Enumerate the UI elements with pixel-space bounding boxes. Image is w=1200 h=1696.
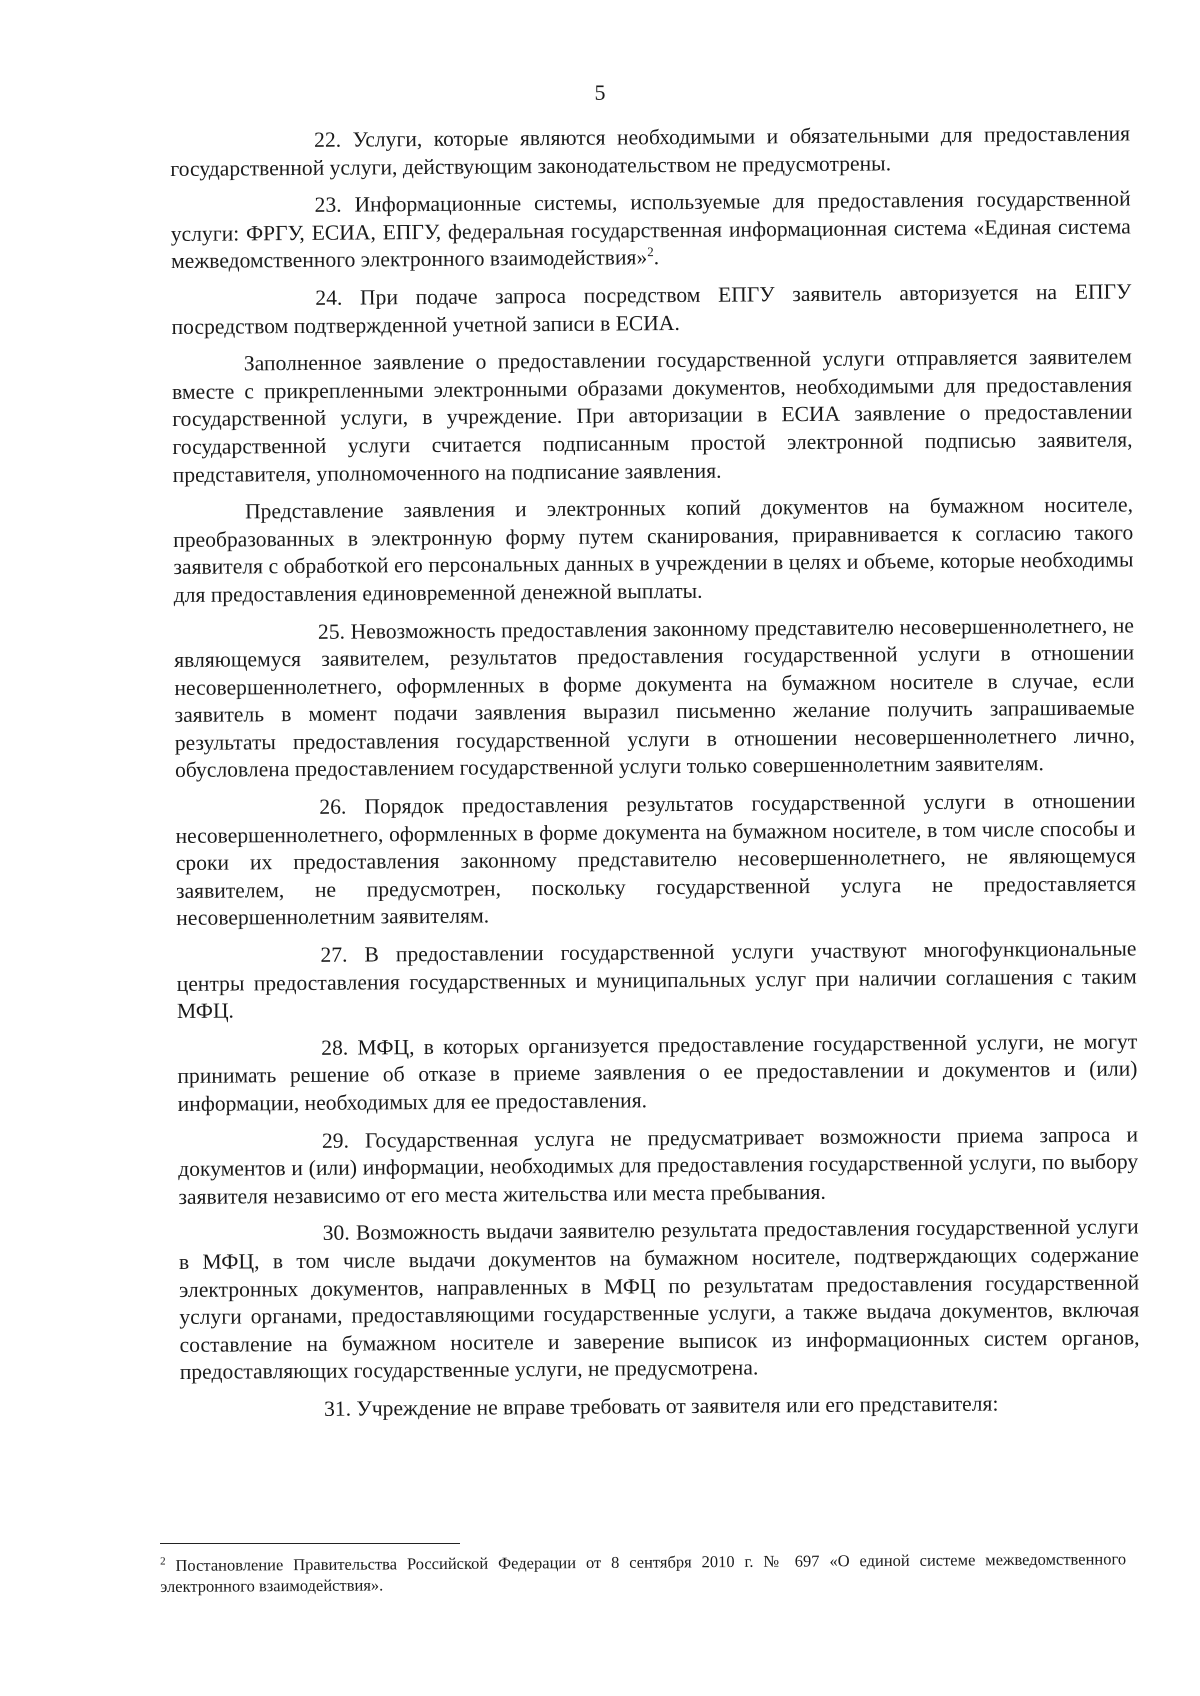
paragraph-number: 23. (314, 192, 342, 218)
paragraph-number: 31. (323, 1396, 352, 1421)
paragraph-30 (179, 1214, 1140, 1387)
paragraph-text-end: . (653, 245, 660, 270)
paragraph-24-continued-1 (172, 344, 1133, 490)
paragraph-26 (175, 788, 1136, 934)
paragraph-text: Учреждение не вправе требовать от заявителя или его представителя: (356, 1391, 999, 1421)
paragraph-number: 25. (317, 619, 346, 644)
paragraph-number: 24. (315, 285, 343, 310)
paragraph-24 (171, 278, 1131, 341)
paragraph-29 (178, 1121, 1139, 1211)
paragraph-24-continued-2 (173, 492, 1134, 610)
paragraph-25 (174, 612, 1135, 785)
paragraph-28 (177, 1028, 1138, 1118)
footnote-separator (160, 1543, 460, 1544)
paragraph-number: 27. (320, 942, 348, 967)
footnote-reference: 2 (647, 244, 654, 260)
paragraph-text: Услуги, которые являются необходимыми и обязательными для предоставления государственной услуги, действующим законодательством не предусмотрены. (170, 121, 1131, 181)
paragraph-number: 26. (319, 794, 347, 819)
paragraph-text: Государственная услуга не предусматривает возможности приема запроса и документов и (или) информации, необходимых для предоставления государственной услуги, по выбору заявителя независимо от его места жительства или места пребывания. (178, 1122, 1139, 1209)
paragraph-23 (171, 186, 1132, 276)
footnote-mark: 2 (160, 1555, 166, 1568)
paragraph-text: МФЦ, в которых организуется предоставление государственной услуги, не могут принимать решение об отказе в приеме заявления о ее предоставлении и документов и (или) информации, необходимых для ее предоставления. (177, 1029, 1138, 1116)
paragraph-number: 30. (322, 1220, 350, 1246)
paragraph-number: 22. (314, 127, 342, 152)
paragraph-text: Невозможность предоставления законному представителю несовершеннолетнего, не являющемуся заявителем, результатов предоставления государственной услуги в отношении несовершеннолетнего, оформленных в форме документа на бумажном носителе в случае, если заявитель в момент подачи заявления выразил письменно желание получить запрашиваемые результаты предоставления государственной услуги в отношении несовершеннолетнего лично, обусловлена предоставлением государственной услуги только совершеннолетним заявителям. (174, 612, 1135, 783)
paragraph-number: 29. (321, 1128, 350, 1153)
paragraph-text: Заполненное заявление о предоставлении государственной услуги отправляется заявителем вместе с прикрепленными электронными образами документов, необходимыми для предоставления государственной услуги, в учреждение. При авторизации в ЕСИА заявление о предоставлении государственной услуги считается подписанным простой электронной подписью заявителя, представителя, уполномоченного на подписание заявления. (171, 344, 1133, 487)
paragraph-text: В предоставлении государственной услуги участвуют многофункциональные центры предоставления государственных и муниципальных услуг при наличии соглашения с таким МФЦ. (176, 936, 1137, 1024)
paragraph-text: Порядок предоставления результатов государственной услуги в отношении несовершеннолетнего, оформленных в форме документа на бумажном носителе, в том числе способы и сроки их предоставления законному представителю несовершеннолетнего, не являющемуся заявителем, не предусмотрен, поскольку государственной услуга не предоставляется несовершеннолетним заявителям. (175, 788, 1137, 931)
paragraph-22 (170, 120, 1130, 183)
document-body (170, 120, 1140, 1424)
paragraph-27 (176, 935, 1137, 1025)
paragraph-text: Информационные системы, используемые для предоставления государственной услуги: ФРГУ, ЕСИА, ЕПГУ, федеральная государственная информационная система «Единая система межведомственного электронного взаимодействия» (170, 186, 1131, 274)
paragraph-31 (180, 1389, 1140, 1424)
paragraph-text: При подаче запроса посредством ЕПГУ заявитель авторизуется на ЕПГУ посредством подтвержденной учетной записи в ЕСИА. (171, 279, 1132, 339)
footnote (160, 1548, 1126, 1597)
paragraph-text: Возможность выдачи заявителю результата предоставления государственной услуги в МФЦ, в том числе выдачи документов на бумажном носителе, подтверждающих содержание электронных документов, направленных в МФЦ по результатам предоставления государственной услуги органами, предоставляющими государственные услуги, а также выдача документов, включая составление на бумажном носителе и заверение выписок из информационных систем органов, предоставляющих государственные услуги, не предусмотрена. (178, 1214, 1140, 1385)
page-number: 5 (594, 80, 606, 105)
paragraph-number: 28. (321, 1035, 349, 1060)
footnote-text: Постановление Правительства Российской Федерации от 8 сентября 2010 г. № 697 «О единой системе межведомственного электронного взаимодействия». (160, 1549, 1127, 1596)
paragraph-text: Представление заявления и электронных копий документов на бумажном носителе, преобразованных в электронную форму путем сканирования, приравнивается к согласию такого заявителя с обработкой его персональных данных в учреждении в целях и объеме, которые необходимы для предоставления единовременной денежной выплаты. (173, 492, 1134, 607)
